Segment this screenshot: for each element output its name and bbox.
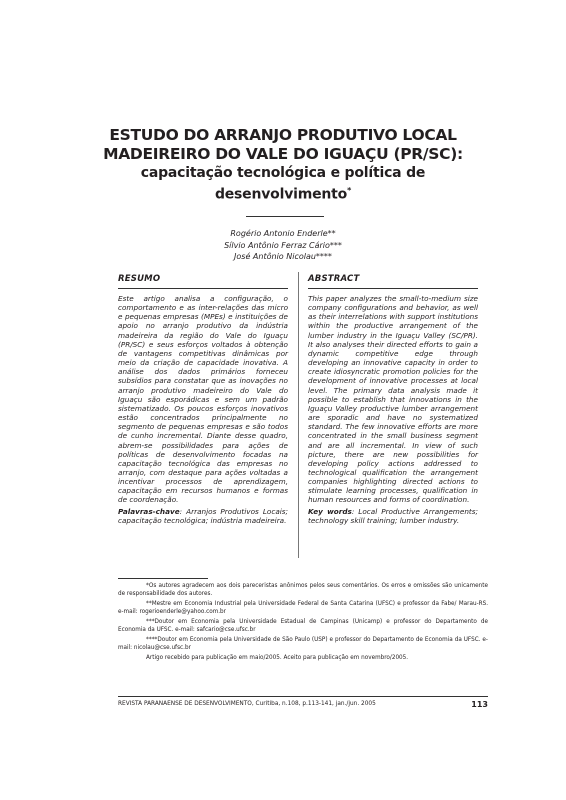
abstract-rule (308, 288, 478, 289)
column-divider (298, 272, 299, 558)
page-footer (118, 701, 488, 707)
footnote-5: Artigo recebido para publicação em maio/2005. Aceito para publicação em novembro/2005. (146, 655, 409, 661)
page-number: 113 (471, 700, 488, 709)
author-2: Sílvio Antônio Ferraz Cário*** (224, 240, 342, 250)
resumo-body: Este artigo analisa a configuração, o comportamento e as inter-relações das micro e pequenas empresas (MPEs) e instituições de apoio no arranjo produtivo da indústria madeireira da região do Vale do Iguaçu (PR/SC) e seus esforços voltados à obtenção de vantagens competitivas dinâmicas por meio da criação de capacidade inovativa. A análise dos dados primários forneceu subsídios para constatar que as inovações no arranjo produtivo madeireiro do Vale do Iguaçu são esporádicas e sem um padrão sistematizado. Os poucos esforços inovativos estão concentrados principalmente no segmento de pequenas empresas e são todos de cunho incremental. Diante desse quadro, abrem-se possibilidades para ações de políticas de desenvolvimento focadas na capacitação tecnológica das empresas no arranjo, com destaque para ações voltadas a incentivar processos de aprendizagem, capacitação em recursos humanos e formas de coordenação. (118, 294, 288, 505)
abstract-heading: ABSTRACT (308, 274, 360, 284)
paper-subtitle (0, 164, 566, 204)
resumo-rule (118, 288, 288, 289)
footnotes (118, 582, 488, 664)
resumo-keywords-label: Palavras-chave (118, 506, 180, 516)
subtitle-line-2-text: desenvolvimento (214, 186, 348, 203)
footer-rule (118, 696, 488, 697)
footnotes-rule (118, 578, 208, 579)
abstract-keywords-label: Key words (308, 506, 352, 516)
journal-citation: REVISTA PARANAENSE DE DESENVOLVIMENTO, Curitiba, n.108, p.113-141, jan./jun. 2005 (118, 701, 376, 707)
resumo-keywords-text: : Arranjos Produtivos Locais; capacitação tecnológica; indústria madeireira. (118, 506, 288, 525)
author-list (0, 228, 566, 263)
resumo-keywords (118, 507, 288, 525)
abstract-section (308, 274, 478, 525)
footnote-4: ****Doutor em Economia pela Universidade de São Paulo (USP) e professor do Departamento de Economia da UFSC. e-mail: nicolau@cse.ufsc.br (118, 637, 488, 651)
title-divider (246, 216, 324, 217)
paper-title (0, 126, 566, 164)
abstract-keywords-text: : Local Productive Arrangements; technology skill training; lumber industry. (308, 506, 478, 525)
subtitle-line-1: capacitação tecnológica e política de (140, 165, 426, 181)
abstract-body: This paper analyzes the small-to-medium size company configurations and behavior, as well as their interrelations with support institutions within the productive arrangement of the lumber industry in the Iguaçu Valley (SC/PR). It also analyses their directed efforts to gain a dynamic competitive edge through developing an innovative capacity in order to create idiosyncratic promotion policies for the development of innovative processes at local level. The primary data analysis made it possible to establish that innovations in the Iguaçu Valley productive lumber arrangement are sporadic and have no systematized standard. The few innovative efforts are more concentrated in the small business segment and are all incremental. In view of such picture, there are new possibilities for developing policy actions addressed to technological qualification the arrangement companies highlighting directed actions to stimulate learning processes, qualification in human resources and forms of coordination. (308, 294, 478, 505)
resumo-heading: RESUMO (118, 274, 161, 284)
author-3: José Antônio Nicolau**** (234, 252, 332, 261)
title-line-1: ESTUDO DO ARRANJO PRODUTIVO LOCAL (109, 126, 457, 144)
resumo-section (118, 274, 288, 525)
title-footnote-mark: * (347, 186, 352, 195)
author-1: Rogério Antonio Enderle** (230, 229, 336, 238)
title-line-2: MADEIREIRO DO VALE DO IGUAÇU (PR/SC): (103, 145, 463, 163)
footnote-2: **Mestre em Economia Industrial pela Universidade Federal de Santa Catarina (UFSC) e professor da Fabe/ Marau-RS. e-mail: rogerioenderle@yahoo.com.br (118, 601, 488, 615)
subtitle-line-2 (0, 182, 566, 204)
footnote-3: ***Doutor em Economia pela Universidade Estadual de Campinas (Unicamp) e professor do Departamento de Economia da UFSC. e-mail: safcario@cse.ufsc.br (118, 619, 488, 633)
abstract-keywords (308, 507, 478, 525)
footnote-1: *Os autores agradecem aos dois pareceristas anônimos pelos seus comentários. Os erros e omissões são unicamente de responsabilidade dos autores. (118, 583, 488, 597)
